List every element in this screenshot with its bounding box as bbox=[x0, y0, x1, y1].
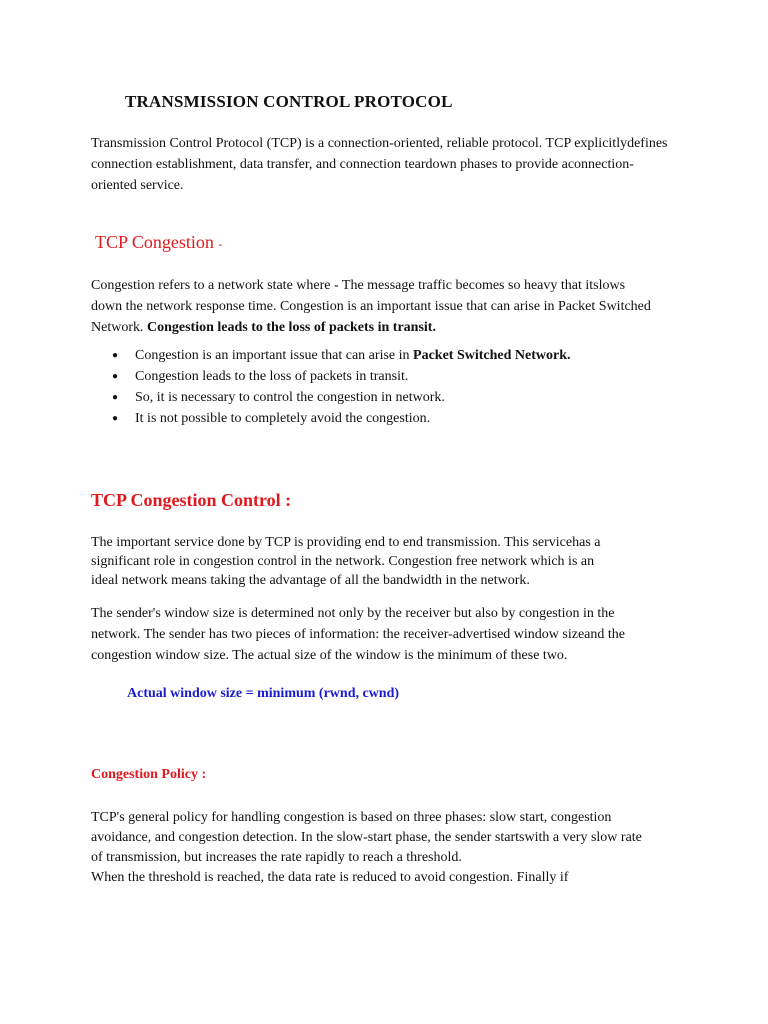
page-title: TRANSMISSION CONTROL PROTOCOL bbox=[125, 92, 453, 111]
window-size-formula: Actual window size = minimum (rwnd, cwnd) bbox=[127, 686, 400, 701]
text-line: network. The sender has two pieces of information: the receiver-advertised window sizeand the bbox=[91, 627, 625, 642]
text-line: of transmission, but increases the rate rapidly to reach a threshold. bbox=[91, 850, 462, 865]
text-line: The sender's window size is determined not only by the receiver but also by congestion in the bbox=[91, 606, 615, 621]
bullet-icon: ● bbox=[112, 413, 119, 424]
text-line: The important service done by TCP is providing end to end transmission. This servicehas a bbox=[91, 535, 601, 550]
text-line: oriented service. bbox=[91, 178, 184, 193]
bullet-icon: ● bbox=[112, 371, 119, 382]
text-line: Transmission Control Protocol (TCP) is a connection-oriented, reliable protocol. TCP explicitlydefines bbox=[91, 136, 668, 151]
list-item-text: So, it is necessary to control the congestion in network. bbox=[135, 390, 445, 405]
text-line bbox=[91, 317, 691, 338]
text-line: Congestion refers to a network state where - The message traffic becomes so heavy that itslows bbox=[91, 278, 626, 293]
list-item-text: Congestion leads to the loss of packets in transit. bbox=[135, 369, 409, 384]
congestion-bullet-list bbox=[112, 345, 712, 429]
bold-text: Congestion leads to the loss of packets in transit. bbox=[147, 320, 436, 335]
list-item bbox=[112, 345, 712, 366]
text-line: significant role in congestion control in the network. Congestion free network which is an bbox=[91, 554, 595, 569]
section-heading-congestion-policy: Congestion Policy : bbox=[91, 767, 207, 782]
text-line: down the network response time. Congestion is an important issue that can arise in Packet Switched bbox=[91, 299, 651, 314]
bullet-icon: ● bbox=[112, 392, 119, 403]
intro-paragraph bbox=[91, 133, 691, 196]
policy-paragraph bbox=[91, 808, 691, 888]
list-item-bold: Packet Switched Network. bbox=[413, 348, 571, 363]
text-line: connection establishment, data transfer, and connection teardown phases to provide aconnection- bbox=[91, 157, 634, 172]
text-line: congestion window size. The actual size of the window is the minimum of these two. bbox=[91, 648, 568, 663]
control-paragraph-1 bbox=[91, 533, 691, 590]
bullet-icon: ● bbox=[112, 350, 119, 361]
text-segment: Network. bbox=[91, 320, 147, 335]
text-line: When the threshold is reached, the data rate is reduced to avoid congestion. Finally if bbox=[91, 870, 569, 885]
section-heading-congestion-control: TCP Congestion Control : bbox=[91, 490, 292, 510]
list-item bbox=[112, 387, 712, 408]
list-item-text: It is not possible to completely avoid the congestion. bbox=[135, 411, 431, 426]
list-item bbox=[112, 408, 712, 429]
heading-text: TCP Congestion bbox=[95, 232, 214, 252]
congestion-paragraph bbox=[91, 275, 691, 338]
text-line: ideal network means taking the advantage of all the bandwidth in the network. bbox=[91, 573, 530, 588]
text-line: avoidance, and congestion detection. In the slow-start phase, the sender startswith a very slow rate bbox=[91, 830, 642, 845]
heading-dash: - bbox=[218, 237, 223, 251]
list-item bbox=[112, 366, 712, 387]
control-paragraph-2 bbox=[91, 603, 691, 666]
section-heading-tcp-congestion bbox=[95, 232, 222, 253]
text-line: TCP's general policy for handling congestion is based on three phases: slow start, congestion bbox=[91, 810, 612, 825]
list-item-text: Congestion is an important issue that can arise in bbox=[135, 348, 414, 363]
